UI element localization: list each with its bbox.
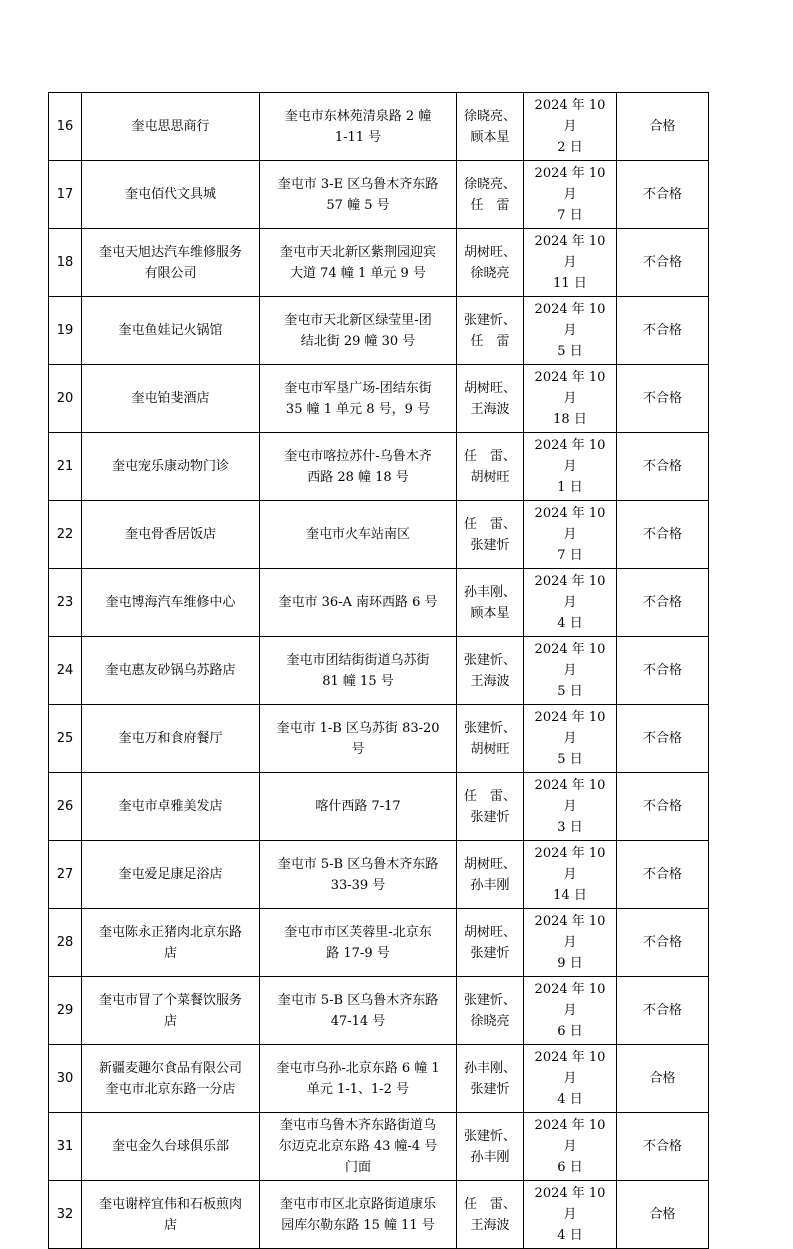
business-address-line: 奎屯市天北新区绿莹里-团 [284, 312, 432, 328]
inspection-result: 不合格 [617, 501, 709, 569]
inspection-date-line: 2024 年 10 月 [534, 1050, 606, 1086]
business-name-line: 奎屯陈永正猪肉北京东路 [98, 924, 242, 940]
inspectors [457, 909, 524, 977]
business-name [82, 909, 260, 977]
inspection-result: 不合格 [617, 229, 709, 297]
business-address-line: 奎屯市 3-E 区乌鲁木齐东路 [277, 176, 439, 192]
inspection-date [524, 93, 617, 161]
business-address-line: 奎屯市团结街街道乌苏街 [286, 652, 430, 668]
inspectors-line: 王海波 [470, 401, 510, 417]
row-number: 28 [49, 909, 82, 977]
inspectors [457, 705, 524, 773]
inspectors-line: 张建忻、 [463, 312, 516, 328]
business-name-line: 奎屯金久台球俱乐部 [111, 1139, 229, 1154]
row-number: 27 [49, 841, 82, 909]
inspection-date-line: 6 日 [557, 1160, 583, 1175]
table-body [49, 93, 709, 1249]
inspectors-line: 张建忻 [470, 809, 510, 825]
business-address-line: 33-39 号 [330, 877, 386, 893]
business-address-line: 57 幢 5 号 [326, 197, 390, 213]
row-number: 32 [49, 1181, 82, 1249]
inspectors [457, 1181, 524, 1249]
inspection-date-line: 3 日 [557, 820, 583, 835]
inspectors-line: 王海波 [470, 673, 510, 689]
business-name [82, 365, 260, 433]
inspection-date-line: 2024 年 10 月 [534, 370, 606, 406]
business-address-line: 门面 [344, 1160, 371, 1175]
business-address [260, 909, 457, 977]
inspectors-line: 孙丰刚 [470, 1149, 510, 1165]
row-number: 30 [49, 1045, 82, 1113]
business-address-line: 1-11 号 [334, 129, 382, 145]
inspection-date-line: 2024 年 10 月 [534, 506, 606, 542]
business-address-line: 号 [351, 741, 365, 757]
business-name [82, 297, 260, 365]
inspectors-line: 孙丰刚 [470, 877, 510, 893]
business-name-line: 奎屯爱足康足浴店 [118, 867, 223, 882]
inspectors-line: 徐晓亮、 [463, 176, 516, 192]
inspectors-line: 张建忻、 [463, 1128, 516, 1144]
inspection-result: 不合格 [617, 841, 709, 909]
inspection-date-line: 2024 年 10 月 [534, 1118, 606, 1154]
inspection-date-line: 2024 年 10 月 [534, 302, 606, 338]
business-name [82, 773, 260, 841]
business-address-line: 路 17-9 号 [326, 945, 390, 961]
inspection-date-line: 9 日 [557, 956, 583, 971]
inspection-result: 不合格 [617, 569, 709, 637]
business-name-line: 奎屯思思商行 [131, 119, 210, 134]
inspection-date-line: 4 日 [557, 1228, 583, 1243]
inspection-date-line: 5 日 [557, 752, 583, 767]
inspectors-line: 张建忻 [470, 945, 510, 961]
inspectors-line: 胡树旺、 [463, 856, 516, 872]
inspection-date [524, 841, 617, 909]
business-address [260, 1181, 457, 1249]
business-address-line: 奎屯市 5-B 区乌鲁木齐东路 [277, 992, 439, 1008]
table-row [49, 637, 709, 705]
inspection-date-line: 2024 年 10 月 [534, 982, 606, 1018]
inspectors-line: 张建忻、 [463, 992, 516, 1008]
inspectors [457, 773, 524, 841]
inspectors-line: 张建忻、 [463, 720, 516, 736]
business-address [260, 161, 457, 229]
table-row [49, 365, 709, 433]
table-row [49, 161, 709, 229]
row-number: 16 [49, 93, 82, 161]
business-address-line: 奎屯市 5-B 区乌鲁木齐东路 [277, 856, 439, 872]
business-address-line: 奎屯市火车站南区 [305, 527, 410, 542]
table-row [49, 841, 709, 909]
inspection-date-line: 2024 年 10 月 [534, 710, 606, 746]
business-address-line: 奎屯市市区芙蓉里-北京东 [284, 924, 432, 940]
business-address-line: 单元 1-1、1-2 号 [306, 1081, 410, 1097]
business-name-line: 奎屯铂斐酒店 [131, 391, 210, 406]
row-number: 23 [49, 569, 82, 637]
inspectors [457, 637, 524, 705]
business-name [82, 1113, 260, 1181]
table-row [49, 433, 709, 501]
inspection-date [524, 229, 617, 297]
business-address [260, 637, 457, 705]
inspectors-line: 胡树旺、 [463, 244, 516, 260]
business-address-line: 奎屯市 1-B 区乌苏街 83-20 [276, 720, 440, 736]
business-address-line: 奎屯市天北新区紫荆园迎宾 [279, 244, 436, 260]
business-name [82, 1045, 260, 1113]
business-address-line: 喀什西路 7-17 [315, 799, 401, 814]
business-name-line: 奎屯鱼娃记火锅馆 [118, 323, 223, 338]
inspectors [457, 433, 524, 501]
inspection-date-line: 2024 年 10 月 [534, 642, 606, 678]
business-name-line: 新疆麦趣尔食品有限公司 [98, 1060, 242, 1076]
inspection-date-line: 2024 年 10 月 [534, 846, 606, 882]
inspectors-line: 任 雷、 [463, 516, 516, 532]
inspectors [457, 1045, 524, 1113]
business-name [82, 501, 260, 569]
inspectors-line: 任 雷 [470, 197, 510, 213]
business-address [260, 501, 457, 569]
business-name-line: 奎屯市冒了个菜餐饮服务 [98, 992, 242, 1008]
inspectors-line: 胡树旺 [470, 741, 510, 757]
business-name-line: 奎屯博海汽车维修中心 [105, 595, 236, 610]
inspectors-line: 徐晓亮、 [463, 108, 516, 124]
business-address [260, 1113, 457, 1181]
inspection-date-line: 2024 年 10 月 [534, 914, 606, 950]
business-name-line: 奎屯骨香居饭店 [124, 527, 216, 542]
inspection-result: 不合格 [617, 977, 709, 1045]
inspection-result: 合格 [617, 1045, 709, 1113]
row-number: 17 [49, 161, 82, 229]
business-name-line: 奎屯市卓雅美发店 [118, 799, 223, 814]
business-address [260, 841, 457, 909]
business-name [82, 1181, 260, 1249]
table-row [49, 297, 709, 365]
inspectors-line: 张建忻 [470, 537, 510, 553]
inspectors-line: 顾本星 [470, 129, 510, 145]
business-name [82, 433, 260, 501]
row-number: 21 [49, 433, 82, 501]
inspection-date [524, 773, 617, 841]
inspection-date [524, 977, 617, 1045]
inspection-date [524, 909, 617, 977]
business-name-line: 店 [163, 1217, 177, 1233]
inspectors-line: 王海波 [470, 1217, 510, 1233]
business-name-line: 有限公司 [144, 265, 197, 281]
business-address [260, 773, 457, 841]
inspection-result: 合格 [617, 93, 709, 161]
business-address [260, 569, 457, 637]
inspection-result: 不合格 [617, 161, 709, 229]
business-name-line: 奎屯市北京东路一分店 [105, 1081, 236, 1097]
inspection-date [524, 433, 617, 501]
business-name-line: 奎屯惠友砂锅乌苏路店 [105, 663, 236, 678]
business-name [82, 569, 260, 637]
inspection-date-line: 2 日 [557, 140, 583, 155]
inspection-date [524, 161, 617, 229]
inspectors [457, 1113, 524, 1181]
inspection-date-line: 11 日 [553, 276, 587, 291]
inspection-results-table [48, 92, 709, 1249]
business-address [260, 365, 457, 433]
business-name-line: 奎屯谢梓宜伟和石板煎肉 [98, 1196, 242, 1212]
business-address-line: 结北街 29 幢 30 号 [300, 333, 416, 349]
inspection-date-line: 6 日 [557, 1024, 583, 1039]
business-name-line: 店 [163, 1013, 177, 1029]
inspectors [457, 365, 524, 433]
business-name [82, 161, 260, 229]
inspection-date-line: 2024 年 10 月 [534, 98, 606, 134]
business-address [260, 229, 457, 297]
table-row [49, 773, 709, 841]
row-number: 20 [49, 365, 82, 433]
business-name [82, 637, 260, 705]
inspection-result: 不合格 [617, 637, 709, 705]
inspection-date-line: 2024 年 10 月 [534, 166, 606, 202]
inspectors [457, 569, 524, 637]
table-row [49, 229, 709, 297]
inspectors-line: 孙丰刚、 [463, 1060, 516, 1076]
inspection-date [524, 705, 617, 773]
inspection-result: 不合格 [617, 1113, 709, 1181]
inspection-date-line: 7 日 [557, 208, 583, 223]
business-address [260, 93, 457, 161]
inspectors [457, 93, 524, 161]
business-name-line: 奎屯宠乐康动物门诊 [111, 459, 229, 474]
inspection-date [524, 637, 617, 705]
inspectors [457, 977, 524, 1045]
business-address-line: 西路 28 幢 18 号 [307, 469, 409, 485]
row-number: 31 [49, 1113, 82, 1181]
inspection-date-line: 2024 年 10 月 [534, 1186, 606, 1222]
inspectors-line: 孙丰刚、 [463, 584, 516, 600]
inspection-date-line: 5 日 [557, 684, 583, 699]
inspectors [457, 161, 524, 229]
business-name-line: 店 [163, 945, 177, 961]
inspection-date-line: 2024 年 10 月 [534, 234, 606, 270]
row-number: 19 [49, 297, 82, 365]
inspectors-line: 任 雷、 [463, 448, 516, 464]
business-address [260, 705, 457, 773]
row-number: 22 [49, 501, 82, 569]
inspectors-line: 张建忻 [470, 1081, 510, 1097]
business-name-line: 奎屯天旭达汽车维修服务 [98, 244, 242, 260]
inspectors [457, 841, 524, 909]
inspection-date-line: 7 日 [557, 548, 583, 563]
business-address-line: 奎屯市乌鲁木齐东路街道乌 [279, 1118, 436, 1133]
inspection-result: 不合格 [617, 909, 709, 977]
inspection-date [524, 297, 617, 365]
row-number: 24 [49, 637, 82, 705]
inspection-result: 不合格 [617, 365, 709, 433]
inspection-result: 不合格 [617, 297, 709, 365]
inspection-date-line: 4 日 [557, 1092, 583, 1107]
inspection-date-line: 5 日 [557, 344, 583, 359]
table-row [49, 705, 709, 773]
business-address [260, 433, 457, 501]
inspection-date [524, 501, 617, 569]
business-address-line: 奎屯市 36-A 南环西路 6 号 [278, 595, 438, 610]
row-number: 25 [49, 705, 82, 773]
business-address-line: 35 幢 1 单元 8 号，9 号 [285, 401, 431, 417]
inspectors-line: 徐晓亮 [470, 1013, 510, 1029]
business-name [82, 841, 260, 909]
table-row [49, 569, 709, 637]
table-row [49, 93, 709, 161]
inspectors-line: 徐晓亮 [470, 265, 510, 281]
row-number: 18 [49, 229, 82, 297]
inspection-date [524, 569, 617, 637]
row-number: 26 [49, 773, 82, 841]
business-address-line: 尔迈克北京东路 43 幢-4 号 [278, 1139, 438, 1154]
inspectors-line: 胡树旺、 [463, 924, 516, 940]
inspection-date-line: 1 日 [557, 480, 583, 495]
business-address-line: 奎屯市喀拉苏什-乌鲁木齐 [284, 448, 432, 464]
inspection-date-line: 2024 年 10 月 [534, 438, 606, 474]
business-address-line: 81 幢 15 号 [322, 673, 394, 689]
business-address-line: 奎屯市东林苑清泉路 2 幢 [284, 108, 432, 124]
business-address-line: 园库尔勒东路 15 幢 11 号 [281, 1217, 435, 1233]
table-row [49, 1045, 709, 1113]
business-address-line: 奎屯市市区北京路街道康乐 [279, 1196, 436, 1212]
business-name [82, 977, 260, 1045]
table-row [49, 977, 709, 1045]
inspectors [457, 229, 524, 297]
business-address-line: 奎屯市乌孙-北京东路 6 幢 1 [276, 1060, 440, 1076]
inspection-date [524, 365, 617, 433]
inspectors-line: 胡树旺 [470, 469, 510, 485]
business-address-line: 大道 74 幢 1 单元 9 号 [290, 265, 426, 281]
inspection-result: 不合格 [617, 433, 709, 501]
table-row [49, 1181, 709, 1249]
table-row [49, 501, 709, 569]
row-number: 29 [49, 977, 82, 1045]
inspection-date-line: 4 日 [557, 616, 583, 631]
inspection-date [524, 1113, 617, 1181]
table-row [49, 909, 709, 977]
inspectors-line: 任 雷 [470, 333, 510, 349]
inspectors [457, 297, 524, 365]
business-name [82, 229, 260, 297]
table-row [49, 1113, 709, 1181]
business-address [260, 297, 457, 365]
inspection-date [524, 1181, 617, 1249]
inspection-date-line: 2024 年 10 月 [534, 574, 606, 610]
inspection-date [524, 1045, 617, 1113]
inspectors-line: 胡树旺、 [463, 380, 516, 396]
inspectors-line: 张建忻、 [463, 652, 516, 668]
inspection-result: 不合格 [617, 705, 709, 773]
inspection-result: 不合格 [617, 773, 709, 841]
business-address-line: 奎屯市军垦广场-团结东街 [284, 380, 432, 396]
inspectors-line: 顾本星 [470, 605, 510, 621]
inspectors-line: 任 雷、 [463, 1196, 516, 1212]
business-address [260, 1045, 457, 1113]
business-name [82, 93, 260, 161]
business-name [82, 705, 260, 773]
inspection-date-line: 18 日 [553, 412, 587, 427]
inspectors-line: 任 雷、 [463, 788, 516, 804]
business-address [260, 977, 457, 1045]
inspection-result: 合格 [617, 1181, 709, 1249]
inspection-date-line: 14 日 [553, 888, 587, 903]
inspection-date-line: 2024 年 10 月 [534, 778, 606, 814]
inspectors [457, 501, 524, 569]
business-address-line: 47-14 号 [330, 1013, 386, 1029]
business-name-line: 奎屯佰代文具城 [124, 187, 216, 202]
business-name-line: 奎屯万和食府餐厅 [118, 731, 223, 746]
